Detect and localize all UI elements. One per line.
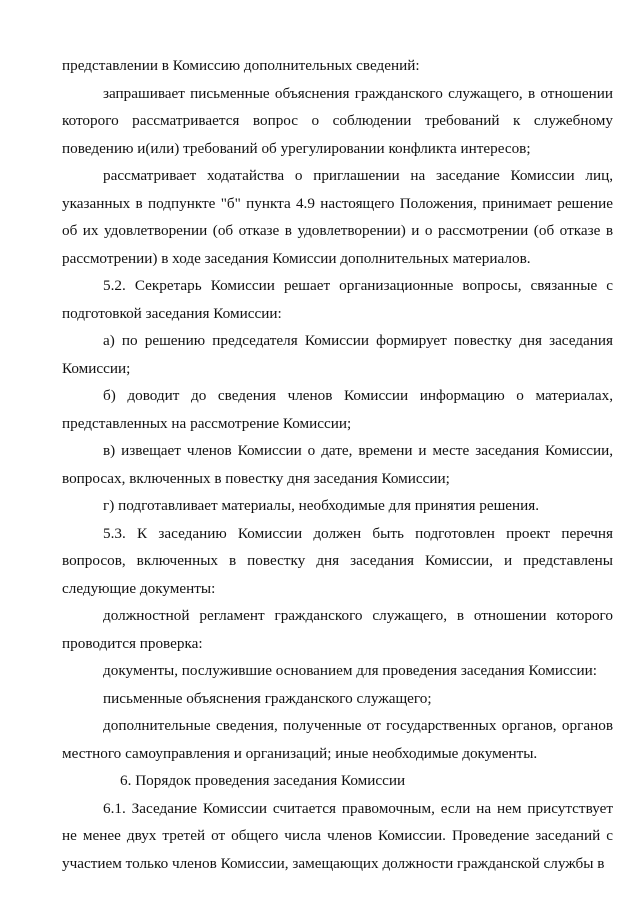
section-heading-6: 6. Порядок проведения заседания Комиссии <box>120 772 406 789</box>
paragraph-additional-info: дополнительные сведения, полученные от государственных органов, органов местного самоуправления и организаций; иные необходимые документы. <box>62 717 613 762</box>
paragraph-request-explanations: запрашивает письменные объяснения гражданского служащего, в отношении которого рассматривается вопрос о соблюдении требований к служебному поведению и(или) требований об урегулировании конфликта интересов; <box>62 84 613 157</box>
paragraph-basis-documents: документы, послужившие основанием для проведения заседания Комиссии: <box>103 662 597 679</box>
paragraph-continuation: представлении в Комиссию дополнительных сведений: <box>62 57 420 74</box>
paragraph-5-2: 5.2. Секретарь Комиссии решает организационные вопросы, связанные с подготовкой заседания Комиссии: <box>62 277 613 322</box>
paragraph-5-2-v: в) извещает членов Комиссии о дате, времени и месте заседания Комиссии, вопросах, включенных в повестку дня заседания Комиссии; <box>62 442 613 487</box>
paragraph-5-2-b: б) доводит до сведения членов Комиссии информацию о материалах, представленных на рассмотрение Комиссии; <box>62 387 613 432</box>
paragraph-job-regulations: должностной регламент гражданского служащего, в отношении которого проводится проверка: <box>62 607 613 652</box>
paragraph-6-1: 6.1. Заседание Комиссии считается правомочным, если на нем присутствует не менее двух третей от общего числа членов Комиссии. Проведение заседаний с участием только членов Комиссии, замещающих должности гражданской службы в <box>62 799 613 872</box>
paragraph-5-2-a: а) по решению председателя Комиссии формирует повестку дня заседания Комиссии; <box>62 332 613 377</box>
paragraph-5-2-g: г) подготавливает материалы, необходимые для принятия решения. <box>103 497 540 514</box>
paragraph-5-3: 5.3. К заседанию Комиссии должен быть подготовлен проект перечня вопросов, включенных в повестку дня заседания Комиссии, и представлены следующие документы: <box>62 524 613 597</box>
paragraph-consider-petitions: рассматривает ходатайства о приглашении на заседание Комиссии лиц, указанных в подпункте "б" пункта 4.9 настоящего Положения, принимает решение об их удовлетворении (об отказе в удовлетворении) и о рассмотрении (об отказе в рассмотрении) в ходе заседания Комиссии дополнительных материалов. <box>62 167 613 267</box>
paragraph-written-explanations: письменные объяснения гражданского служащего; <box>103 689 432 707</box>
